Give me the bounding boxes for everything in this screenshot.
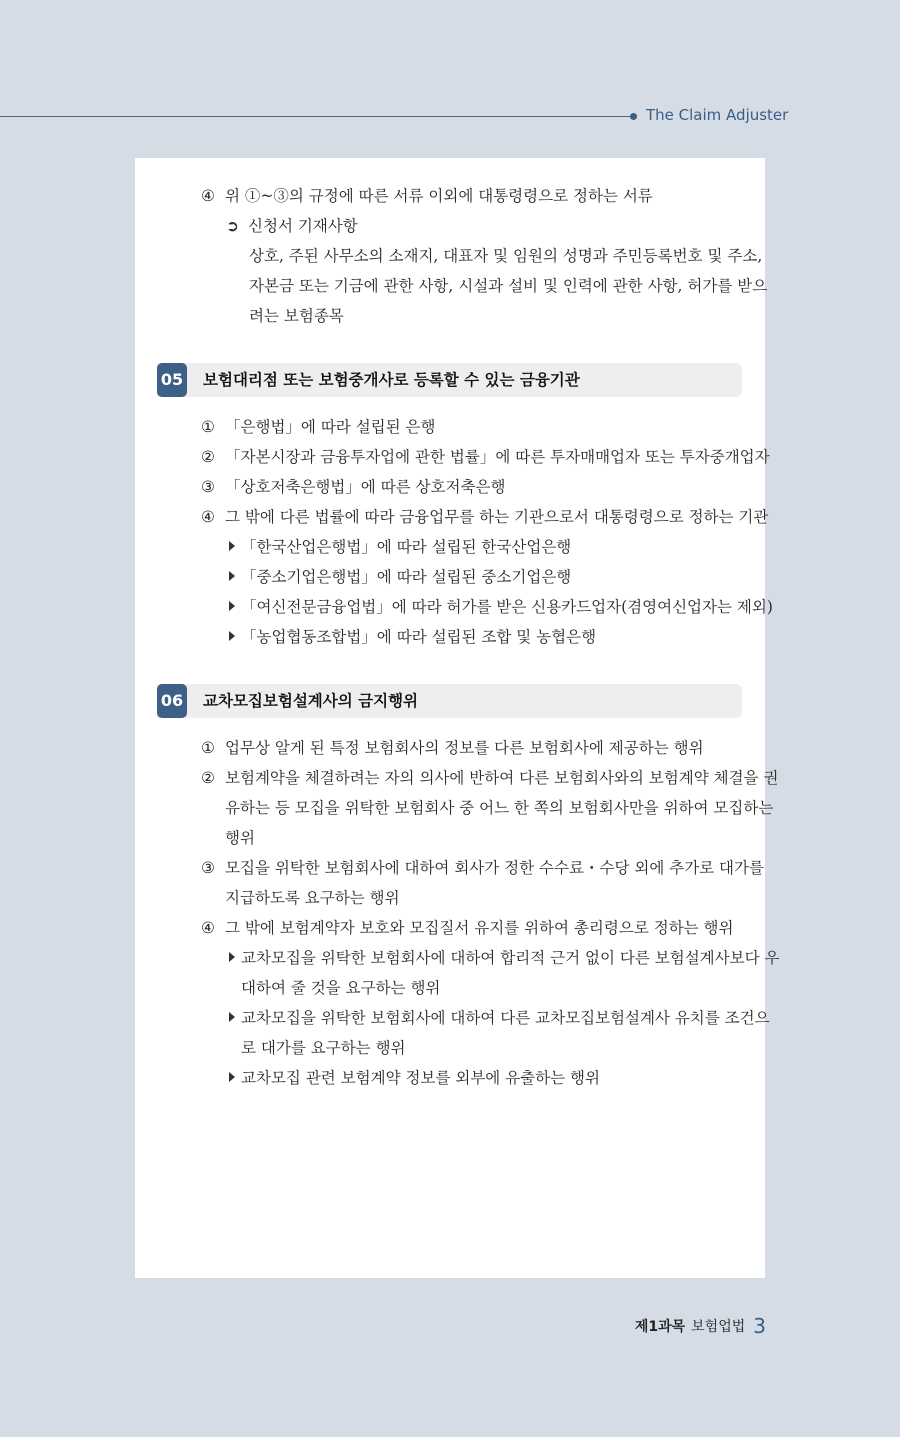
item-marker: ④ <box>201 187 215 205</box>
page-footer <box>635 1314 766 1338</box>
item-text: 「상호저축은행법」에 따른 상호저축은행 <box>225 478 506 496</box>
triangle-bullet-icon <box>229 571 235 581</box>
section-title: 보험대리점 또는 보험중개사로 등록할 수 있는 금융기관 <box>203 371 580 389</box>
item-text: 「은행법」에 따라 설립된 은행 <box>225 418 436 436</box>
section-number-badge: 05 <box>157 363 187 397</box>
section-number-badge: 06 <box>157 684 187 718</box>
section-06-item <box>201 768 778 788</box>
section-06-header <box>157 684 742 718</box>
bullet-text: 「중소기업은행법」에 따라 설립된 중소기업은행 <box>241 568 572 586</box>
page-content-area <box>135 158 768 1278</box>
item-marker: ④ <box>201 919 215 937</box>
section-06-bullet <box>229 1008 770 1028</box>
item-marker: ③ <box>201 859 215 877</box>
triangle-bullet-icon <box>229 952 235 962</box>
section-06-item <box>201 738 704 758</box>
triangle-bullet-icon <box>229 601 235 611</box>
section-05-item <box>201 507 768 527</box>
subtext-line: 상호, 주된 사무소의 소재지, 대표자 및 임원의 성명과 주민등록번호 및 주소, <box>249 247 763 265</box>
item-text: 그 밖에 보험계약자 보호와 모집질서 유지를 위하여 총리령으로 정하는 행위 <box>225 919 734 937</box>
section-05-item <box>201 477 505 497</box>
bullet-text: 교차모집 관련 보험계약 정보를 외부에 유출하는 행위 <box>241 1069 600 1087</box>
section-05-bullet <box>229 537 571 557</box>
item-marker: ④ <box>201 508 215 526</box>
item-text: 그 밖에 다른 법률에 따라 금융업무를 하는 기관으로서 대통령령으로 정하는 기관 <box>225 508 769 526</box>
bullet-text: 「농업협동조합법」에 따라 설립된 조합 및 농협은행 <box>241 628 597 646</box>
section-05-item <box>201 447 770 467</box>
section-06-bullet <box>229 948 779 968</box>
section-05-header <box>157 363 742 397</box>
item-text: 업무상 알게 된 특정 보험회사의 정보를 다른 보험회사에 제공하는 행위 <box>225 739 704 757</box>
section-05-bullet <box>229 627 596 647</box>
bullet-text: 교차모집을 위탁한 보험회사에 대하여 합리적 근거 없이 다른 보험설계사보다 우 <box>241 949 780 967</box>
item-continuation: 유하는 등 모집을 위탁한 보험회사 중 어느 한 쪽의 보험회사만을 위하여 모집하는 <box>225 799 774 817</box>
footer-law: 보험업법 <box>691 1319 746 1335</box>
section-05-bullet <box>229 597 773 617</box>
triangle-bullet-icon <box>229 1072 235 1082</box>
item-text: 「자본시장과 금융투자업에 관한 법률」에 따른 투자매매업자 또는 투자중개업자 <box>225 448 770 466</box>
item-continuation: 지급하도록 요구하는 행위 <box>225 889 400 907</box>
item-marker: ① <box>201 418 215 436</box>
bullet-text: 「한국산업은행법」에 따라 설립된 한국산업은행 <box>241 538 572 556</box>
subhead-text: 신청서 기재사항 <box>248 217 358 235</box>
running-header: The Claim Adjuster <box>646 106 789 124</box>
page-number: 3 <box>753 1314 766 1338</box>
footer-subject: 제1과목 <box>634 1319 686 1335</box>
subtext-line: 려는 보험종목 <box>249 307 344 325</box>
item-text: 보험계약을 체결하려는 자의 의사에 반하여 다른 보험회사와의 보험계약 체결을 권 <box>225 769 779 787</box>
application-items-heading <box>226 216 358 236</box>
intro-item-4 <box>201 186 653 206</box>
item-continuation: 행위 <box>225 829 255 847</box>
section-06-item <box>201 918 734 938</box>
header-rule <box>0 116 633 117</box>
triangle-bullet-icon <box>229 541 235 551</box>
item-text: 모집을 위탁한 보험회사에 대하여 회사가 정한 수수료・수당 외에 추가로 대가를 <box>225 859 764 877</box>
bullet-text: 「여신전문금융업법」에 따라 허가를 받은 신용카드업자(겸영여신업자는 제외) <box>241 598 773 616</box>
triangle-bullet-icon <box>229 631 235 641</box>
section-05-item <box>201 417 436 437</box>
item-marker: ② <box>201 448 215 466</box>
triangle-bullet-icon <box>229 1012 235 1022</box>
item-marker: ③ <box>201 478 215 496</box>
item-marker: ② <box>201 769 215 787</box>
item-marker: ① <box>201 739 215 757</box>
bullet-text: 교차모집을 위탁한 보험회사에 대하여 다른 교차모집보험설계사 유치를 조건으 <box>241 1009 770 1027</box>
subtext-line: 자본금 또는 기금에 관한 사항, 시설과 설비 및 인력에 관한 사항, 허가를 받으 <box>249 277 768 295</box>
section-title: 교차모집보험설계사의 금지행위 <box>203 692 419 710</box>
bullet-continuation: 로 대가를 요구하는 행위 <box>241 1039 406 1057</box>
header-bullet-icon <box>630 113 637 120</box>
section-06-item <box>201 858 764 878</box>
bullet-continuation: 대하여 줄 것을 요구하는 행위 <box>241 979 441 997</box>
section-06-bullet <box>229 1068 600 1088</box>
item-text: 위 ①~③의 규정에 따른 서류 이외에 대통령령으로 정하는 서류 <box>225 187 653 205</box>
curved-arrow-icon: ➲ <box>226 217 239 235</box>
section-05-bullet <box>229 567 571 587</box>
